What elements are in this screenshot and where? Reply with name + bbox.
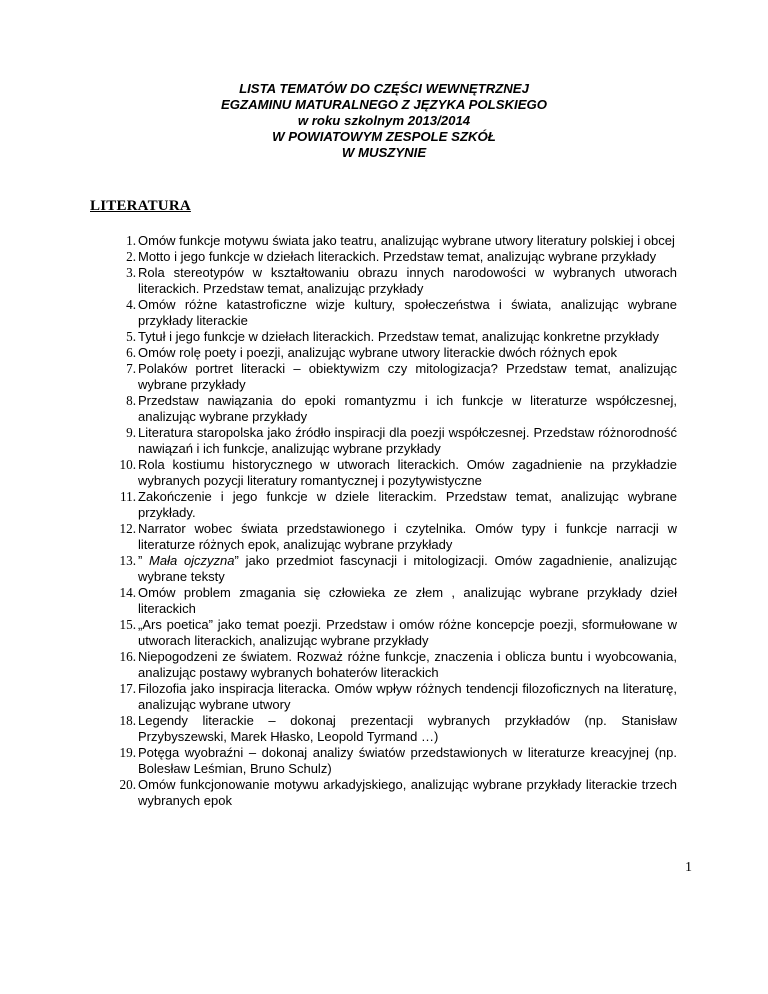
- topic-text: Literatura staropolska jako źródło inspiracji dla poezji współczesnej. Przedstaw różnorodność nawiązań i ich funkcje, analizując wybrane przykłady: [138, 425, 677, 456]
- topic-text: „Ars poetica” jako temat poezji. Przedstaw i omów różne koncepcje poezji, sformułowane w utworach literackich, analizując wybrane przykłady: [138, 617, 677, 648]
- list-item: [90, 777, 677, 809]
- topic-number: 5.: [126, 329, 136, 344]
- topic-text: Narrator wobec świata przedstawionego i czytelnika. Omów typy i funkcje narracji w literaturze różnych epok, analizując wybrane przykłady: [138, 521, 677, 552]
- list-item: [90, 329, 677, 345]
- topic-number: 11.: [120, 489, 136, 504]
- topic-text: Omów rolę poety i poezji, analizując wybrane utwory literackie dwóch różnych epok: [138, 345, 618, 360]
- title-line: w roku szkolnym 2013/2014: [297, 113, 471, 128]
- topic-text: Legendy literackie – dokonaj prezentacji wybranych przykładów (np. Stanisław Przybyszewski, Marek Hłasko, Leopold Tyrmand …): [138, 713, 677, 744]
- topic-text: Zakończenie i jego funkcje w dziele literackim. Przedstaw temat, analizując wybrane przykłady.: [138, 489, 677, 520]
- topic-number: 19.: [119, 745, 136, 760]
- topic-number: 4.: [126, 297, 136, 312]
- title-line: W POWIATOWYM ZESPOLE SZKÓŁ: [272, 129, 496, 144]
- topic-text: Rola stereotypów w kształtowaniu obrazu innych narodowości w wybranych utworach literackich. Przedstaw temat, analizując przykłady: [138, 265, 677, 296]
- topic-number: 16.: [119, 649, 136, 664]
- topic-number: 6.: [126, 345, 136, 360]
- list-item: [90, 649, 677, 681]
- list-item: [90, 617, 677, 649]
- topic-list: [90, 233, 677, 809]
- topic-text: Omów funkcjonowanie motywu arkadyjskiego, analizując wybrane przykłady literackie trzech wybranych epok: [138, 777, 677, 808]
- topic-number: 9.: [126, 425, 136, 440]
- list-item: [90, 265, 677, 297]
- topic-number: 13.: [119, 553, 136, 568]
- topic-text: Filozofia jako inspiracja literacka. Omów wpływ różnych tendencji filozoficznych na literaturę, analizując wybrane utwory: [138, 681, 677, 712]
- list-item: [90, 233, 677, 249]
- topic-text: Tytuł i jego funkcje w dziełach literackich. Przedstaw temat, analizując konkretne przykłady: [138, 329, 659, 344]
- topic-text: Polaków portret literacki – obiektywizm czy mitologizacja? Przedstaw temat, analizując wybrane przykłady: [138, 361, 677, 392]
- list-item: [90, 489, 677, 521]
- topic-number: 8.: [126, 393, 136, 408]
- list-item: [90, 553, 677, 585]
- topic-number: 12.: [119, 521, 136, 536]
- list-item: [90, 585, 677, 617]
- topic-text-rest: ” jako przedmiot fascynacji i mitologizacji. Omów zagadnienie, analizując wybrane teksty: [138, 553, 677, 584]
- topic-number: 3.: [126, 265, 136, 280]
- page-number: 1: [685, 860, 692, 875]
- list-item: [90, 521, 677, 553]
- list-item: [90, 681, 677, 713]
- list-item: [90, 361, 677, 393]
- section-heading-literatura: LITERATURA: [90, 198, 191, 214]
- topic-text-prefix: ”: [138, 553, 150, 568]
- list-item: [90, 345, 677, 361]
- topic-number: 10.: [119, 457, 136, 472]
- topic-number: 1.: [126, 233, 136, 248]
- list-item: [90, 745, 677, 777]
- topic-text: Omów funkcje motywu świata jako teatru, analizując wybrane utwory literatury polskiej i obcej: [138, 233, 675, 248]
- topic-text: Omów różne katastroficzne wizje kultury, społeczeństwa i świata, analizując wybrane przykłady literackie: [138, 297, 677, 328]
- topic-text: Motto i jego funkcje w dziełach literackich. Przedstaw temat, analizując wybrane przykłady: [138, 249, 657, 264]
- topic-text: Rola kostiumu historycznego w utworach literackich. Omów zagadnienie na przykładzie wybranych pozycji literatury romantycznej i pozytywistyczne: [138, 457, 677, 488]
- title-line: W MUSZYNIE: [341, 145, 427, 160]
- topic-text-italic: Mała ojczyzna: [149, 553, 235, 568]
- topic-number: 18.: [119, 713, 136, 728]
- topic-number: 17.: [119, 681, 136, 696]
- topic-text: Przedstaw nawiązania do epoki romantyzmu i ich funkcje w literaturze współczesnej, analizując wybrane przykłady: [138, 393, 677, 424]
- list-item: [90, 249, 677, 265]
- topic-text: Niepogodzeni ze światem. Rozważ różne funkcje, znaczenia i oblicza buntu i wyobcowania, analizując postawy wybranych bohaterów literackich: [138, 649, 677, 680]
- list-item: [90, 297, 677, 329]
- title-line: EGZAMINU MATURALNEGO Z JĘZYKA POLSKIEGO: [220, 97, 548, 112]
- document-title: [0, 81, 768, 161]
- list-item: [90, 393, 677, 425]
- topic-number: 7.: [126, 361, 136, 376]
- topic-text: Potęga wyobraźni – dokonaj analizy światów przedstawionych w literaturze kreacyjnej (np. Bolesław Leśmian, Bruno Schulz): [138, 745, 677, 776]
- list-item: [90, 425, 677, 457]
- topic-number: 2.: [126, 249, 136, 264]
- list-item: [90, 457, 677, 489]
- topic-number: 20.: [119, 777, 136, 792]
- topic-text: [138, 553, 677, 584]
- list-item: [90, 713, 677, 745]
- topic-number: 14.: [119, 585, 136, 600]
- title-line: LISTA TEMATÓW DO CZĘŚCI WEWNĘTRZNEJ: [239, 81, 529, 96]
- topic-text: Omów problem zmagania się człowieka ze złem , analizując wybrane przykłady dzieł literackich: [138, 585, 677, 616]
- topic-number: 15.: [119, 617, 136, 632]
